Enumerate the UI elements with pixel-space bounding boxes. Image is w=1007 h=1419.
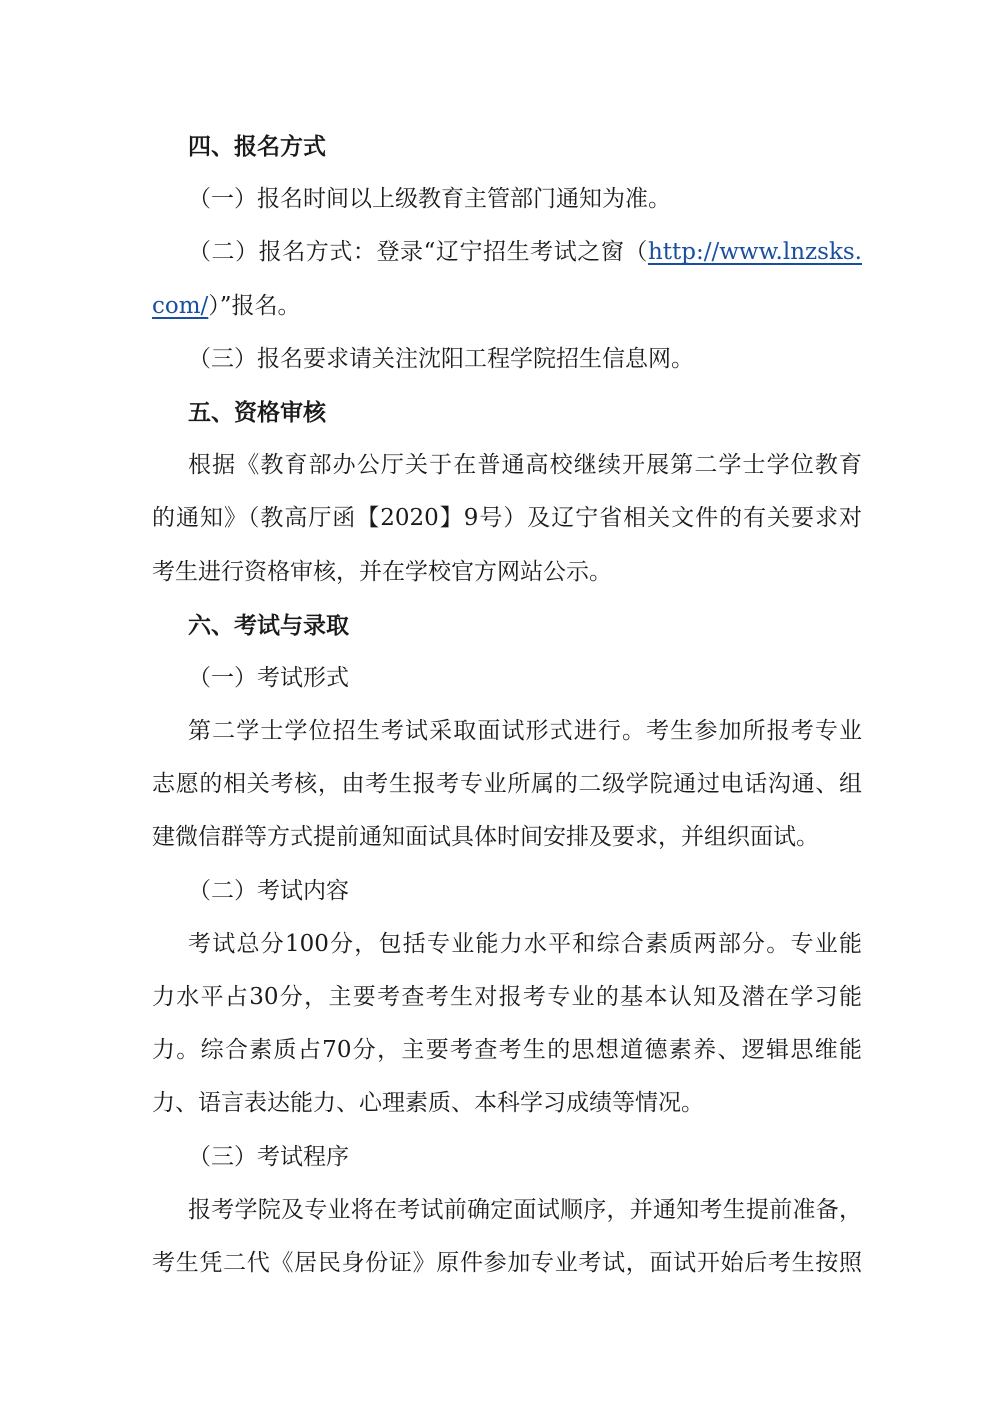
exam-procedure-paragraph-line: 考生凭二代《居民身份证》原件参加专业考试，面试开始后考生按照 (152, 1249, 862, 1276)
exam-form-paragraph-line: 志愿的相关考核，由考生报考专业所属的二级学院通过电话沟通、组 (152, 771, 862, 798)
exam-content-paragraph-line: 考试总分100分，包括专业能力水平和综合素质两部分。专业能 (188, 930, 862, 957)
registration-requirement-item: （三）报名要求请关注沈阳工程学院招生信息网。 (188, 345, 694, 372)
registration-website-link-continued[interactable]: com/ (152, 292, 209, 319)
exam-content-subheading: （二）考试内容 (188, 877, 349, 904)
registration-time-item: （一）报名时间以上级教育主管部门通知为准。 (188, 186, 671, 213)
registration-method-suffix: ）”报名。 (208, 292, 301, 319)
document-page (152, 120, 862, 1290)
qualification-paragraph-line: 考生进行资格审核，并在学校官方网站公示。 (152, 558, 612, 585)
section-heading-qualification: 五、资格审核 (188, 398, 326, 426)
exam-content-paragraph-line: 力、语言表达能力、心理素质、本科学习成绩等情况。 (152, 1090, 704, 1117)
exam-form-paragraph-line: 建微信群等方式提前通知面试具体时间安排及要求，并组织面试。 (152, 824, 819, 851)
exam-form-paragraph-line: 第二学士学位招生考试采取面试形式进行。考生参加所报考专业 (188, 718, 862, 745)
section-heading-registration: 四、报名方式 (188, 133, 326, 160)
registration-method-item (152, 226, 862, 279)
exam-form-subheading: （一）考试形式 (188, 664, 349, 691)
exam-procedure-subheading: （三）考试程序 (188, 1143, 349, 1170)
registration-method-item-continued (152, 280, 862, 333)
qualification-paragraph-line: 根据《教育部办公厅关于在普通高校继续开展第二学士学位教育 (188, 452, 862, 479)
section-heading-exam-admission: 六、考试与录取 (188, 611, 349, 639)
qualification-paragraph-line: 的通知》（教高厅函【2020】9号）及辽宁省相关文件的有关要求对 (152, 505, 862, 532)
exam-content-paragraph-line: 力水平占30分，主要考查考生对报考专业的基本认知及潜在学习能 (152, 984, 862, 1010)
registration-website-link[interactable]: http://www.lnzsks. (647, 239, 862, 266)
exam-procedure-paragraph-line: 报考学院及专业将在考试前确定面试顺序，并通知考生提前准备， (188, 1196, 862, 1223)
registration-method-prefix: （二）报名方式：登录“辽宁招生考试之窗（ (188, 239, 648, 266)
exam-content-paragraph-line: 力。综合素质占70分，主要考查考生的思想道德素养、逻辑思维能 (152, 1037, 862, 1064)
